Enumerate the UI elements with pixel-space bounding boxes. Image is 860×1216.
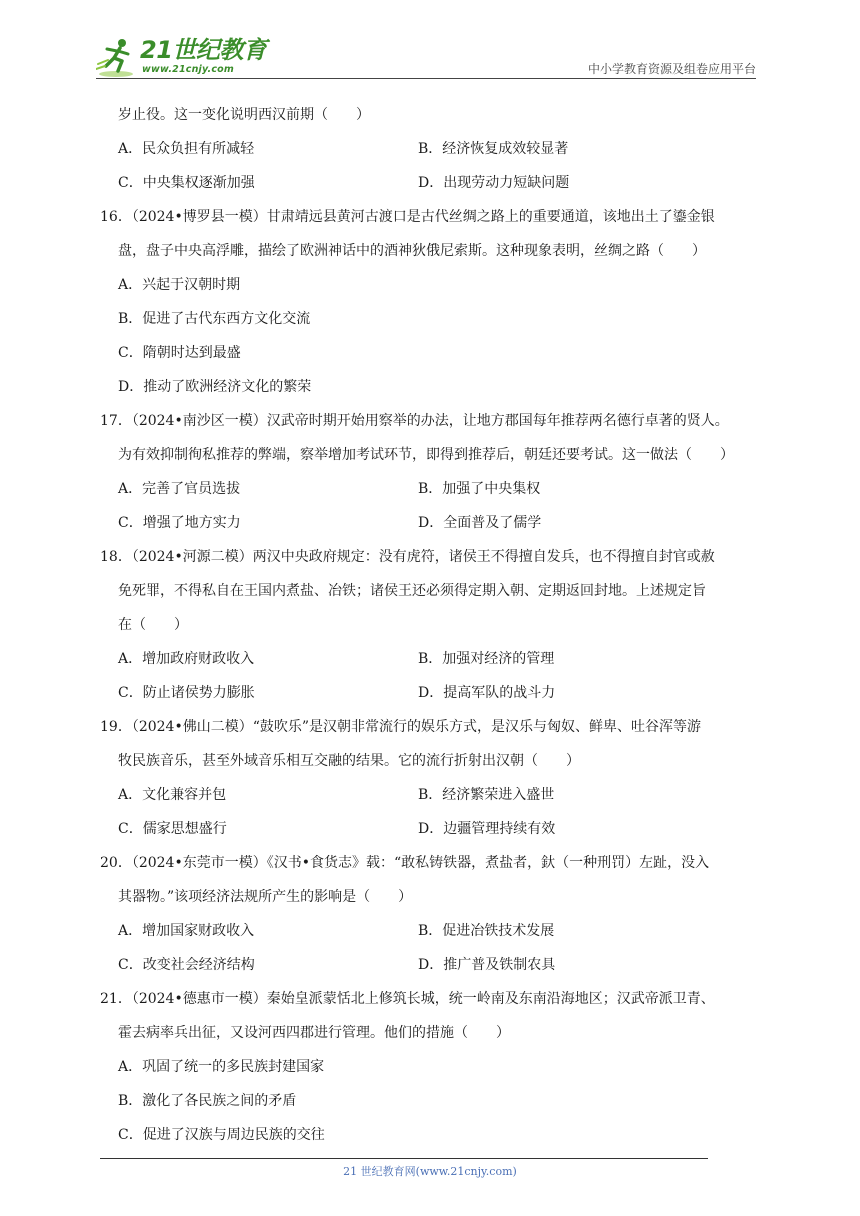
answer-option[interactable]: A．文化兼容并包 bbox=[118, 787, 227, 803]
option-row bbox=[100, 676, 790, 710]
question-text-line: 其器物。”该项经济法规所产生的影响是（ ） bbox=[118, 889, 413, 905]
footer-source[interactable]: 21 世纪教育网(www.21cnjy.com) bbox=[343, 1165, 517, 1178]
question-text-line: C．促进了汉族与周边民族的交往 bbox=[118, 1127, 325, 1143]
header-divider bbox=[96, 78, 756, 79]
brand-name: 21世纪教育 bbox=[140, 36, 267, 64]
question-stem-line: 21．（2024•德惠市一模）秦始皇派蒙恬北上修筑长城，统一岭南及东南沿海地区；汉武帝派卫青、 bbox=[100, 991, 715, 1007]
option-row bbox=[100, 132, 790, 166]
question-text-line: B．促进了古代东西方文化交流 bbox=[118, 311, 311, 327]
answer-option[interactable]: D．边疆管理持续有效 bbox=[418, 821, 556, 837]
answer-option[interactable]: A．完善了官员选拔 bbox=[118, 481, 241, 497]
runner-logo-icon bbox=[96, 36, 140, 80]
option-row bbox=[100, 948, 790, 982]
option-row bbox=[100, 778, 790, 812]
option-row bbox=[100, 506, 790, 540]
question-text-line: A．兴起于汉朝时期 bbox=[118, 277, 241, 293]
question-text-line: 霍去病率兵出征，又设河西四郡进行管理。他们的措施（ ） bbox=[118, 1025, 510, 1041]
answer-option[interactable]: D．提高军队的战斗力 bbox=[418, 685, 556, 701]
option-row bbox=[100, 472, 790, 506]
question-stem-line: 16．（2024•博罗县一模）甘肃靖远县黄河古渡口是古代丝绸之路上的重要通道，该地出土了鎏金银 bbox=[100, 209, 715, 225]
option-row bbox=[100, 642, 790, 676]
question-text-line: 在（ ） bbox=[118, 617, 188, 633]
question-text-line: A．巩固了统一的多民族封建国家 bbox=[118, 1059, 325, 1075]
page-header bbox=[0, 0, 860, 80]
answer-option[interactable]: C．增强了地方实力 bbox=[118, 515, 241, 531]
question-text-line: D．推动了欧洲经济文化的繁荣 bbox=[118, 379, 312, 395]
question-text-line: 免死罪，不得私自在王国内煮盐、冶铁；诸侯王还必须得定期入朝、定期返回封地。上述规定旨 bbox=[118, 583, 706, 599]
answer-option[interactable]: B．加强了中央集权 bbox=[418, 481, 541, 497]
answer-option[interactable]: D．推广普及铁制农具 bbox=[418, 957, 556, 973]
answer-option[interactable]: C．防止诸侯势力膨胀 bbox=[118, 685, 255, 701]
brand-logo[interactable] bbox=[96, 36, 266, 80]
question-text-line: C．隋朝时达到最盛 bbox=[118, 345, 241, 361]
answer-option[interactable]: A．民众负担有所减轻 bbox=[118, 141, 255, 157]
answer-option[interactable]: B．加强对经济的管理 bbox=[418, 651, 555, 667]
answer-option[interactable]: B．经济恢复成效较显著 bbox=[418, 141, 569, 157]
answer-option[interactable]: D．全面普及了儒学 bbox=[418, 515, 542, 531]
option-row bbox=[100, 914, 790, 948]
question-stem-line: 19．（2024•佛山二模）“鼓吹乐”是汉朝非常流行的娱乐方式，是汉乐与匈奴、鲜卑、吐谷浑等游 bbox=[100, 719, 702, 735]
footer-divider bbox=[100, 1158, 708, 1159]
question-list bbox=[100, 98, 790, 1152]
question-stem-line: 20．（2024•东莞市一模）《汉书•食货志》载：“敢私铸铁器，煮盐者，釱（一种刑罚）左趾，没入 bbox=[100, 855, 710, 871]
option-row bbox=[100, 812, 790, 846]
answer-option[interactable]: B．促进冶铁技术发展 bbox=[418, 923, 555, 939]
brand-url: www.21cnjy.com bbox=[142, 64, 234, 75]
answer-option[interactable]: C．中央集权逐渐加强 bbox=[118, 175, 255, 191]
question-text-line: 牧民族音乐，甚至外域音乐相互交融的结果。它的流行折射出汉朝（ ） bbox=[118, 753, 580, 769]
platform-tagline: 中小学教育资源及组卷应用平台 bbox=[587, 62, 756, 76]
answer-option[interactable]: C．儒家思想盛行 bbox=[118, 821, 227, 837]
question-text-line: 为有效抑制徇私推荐的弊端，察举增加考试环节，即得到推荐后，朝廷还要考试。这一做法（ ） bbox=[118, 447, 734, 463]
question-stem-line: 18．（2024•河源二模）两汉中央政府规定：没有虎符，诸侯王不得擅自发兵，也不得擅自封官或赦 bbox=[100, 549, 715, 565]
question-text-line: 盘，盘子中央高浮雕，描绘了欧洲神话中的酒神狄俄尼索斯。这种现象表明，丝绸之路（ ） bbox=[118, 243, 706, 259]
answer-option[interactable]: D．出现劳动力短缺问题 bbox=[418, 175, 570, 191]
answer-option[interactable]: A．增加国家财政收入 bbox=[118, 923, 255, 939]
question-text-line: 岁止役。这一变化说明西汉前期（ ） bbox=[118, 107, 370, 123]
question-text-line: B．激化了各民族之间的矛盾 bbox=[118, 1093, 297, 1109]
answer-option[interactable]: B．经济繁荣进入盛世 bbox=[418, 787, 555, 803]
answer-option[interactable]: C．改变社会经济结构 bbox=[118, 957, 255, 973]
question-stem-line: 17．（2024•南沙区一模）汉武帝时期开始用察举的办法，让地方郡国每年推荐两名德行卓著的贤人。 bbox=[100, 413, 729, 429]
option-row bbox=[100, 166, 790, 200]
answer-option[interactable]: A．增加政府财政收入 bbox=[118, 651, 255, 667]
